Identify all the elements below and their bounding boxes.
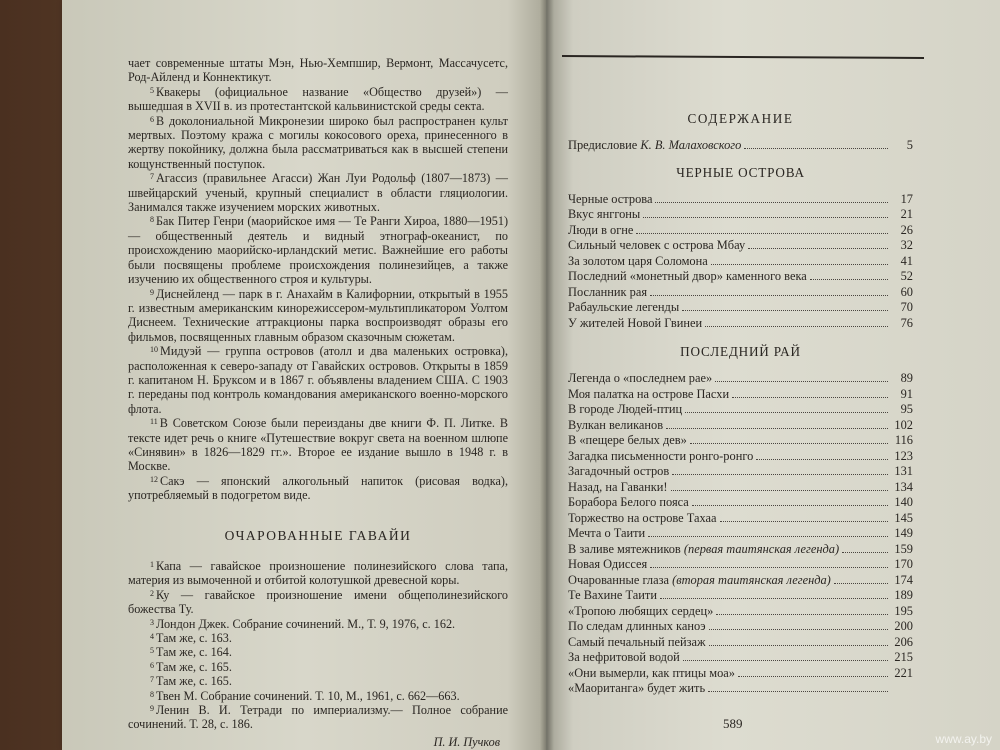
toc-row <box>568 402 913 418</box>
toc-entry <box>568 542 839 558</box>
toc-dots <box>643 217 888 218</box>
toc-dots <box>842 552 888 553</box>
toc-dots <box>683 660 888 661</box>
toc-entry <box>568 223 633 239</box>
toc-page: 21 <box>900 207 913 221</box>
toc-row <box>568 526 913 542</box>
toc-dots <box>834 583 888 584</box>
footnote-number: 5 <box>150 646 154 656</box>
toc-dots <box>655 202 888 203</box>
toc-entry <box>568 371 712 387</box>
footnote-number: 8 <box>150 215 154 225</box>
toc-entry <box>568 433 687 449</box>
footnote <box>128 660 508 674</box>
toc-row <box>568 650 913 666</box>
toc-entry <box>568 573 831 589</box>
toc-page: 32 <box>900 238 913 252</box>
footnote-number: 11 <box>150 417 158 427</box>
toc-page: 52 <box>900 269 913 283</box>
toc-row <box>568 511 913 527</box>
toc-part-title: ПОСЛЕДНИЙ РАЙ <box>680 344 801 359</box>
toc-page: 5 <box>906 138 913 152</box>
toc-dots <box>709 629 888 630</box>
footnote <box>128 674 508 688</box>
toc-dots <box>810 279 888 280</box>
toc-dots <box>660 598 888 599</box>
toc-page: 41 <box>900 253 913 268</box>
toc-entry <box>568 480 668 496</box>
toc-page: 102 <box>894 417 913 432</box>
toc-entry <box>568 418 663 434</box>
toc-row <box>568 269 913 285</box>
toc-page: 60 <box>900 284 913 299</box>
toc-row <box>568 238 913 254</box>
footnote-text: Лондон Джек. Собрание сочинений. М., Т. 9, 1976, с. 162. <box>156 616 456 631</box>
toc-page: 159 <box>894 541 913 556</box>
toc-page: 89 <box>900 371 913 385</box>
toc-entry <box>568 238 745 254</box>
toc-entry-label: Назад, на Гаванки! <box>568 479 668 494</box>
footnote-number: 7 <box>150 172 154 182</box>
toc-row <box>568 464 913 480</box>
toc-entry-label: Последний «монетный двор» каменного века <box>568 269 807 283</box>
toc-dots <box>682 310 888 311</box>
section-title: ОЧАРОВАННЫЕ ГАВАЙИ <box>224 527 412 543</box>
footnote <box>128 85 508 114</box>
toc-row <box>568 681 913 697</box>
toc-entry <box>568 254 708 270</box>
toc-row <box>568 254 913 270</box>
toc-entry-note: (вторая таитянская легенда) <box>672 572 831 587</box>
toc-entry <box>568 316 702 332</box>
toc-entry-label: Борабора Белого пояса <box>568 495 689 509</box>
toc-dots <box>709 645 888 646</box>
toc-entry-label: У жителей Новой Гвинеи <box>568 315 703 330</box>
footnote-text: Твен М. Собрание сочинений. Т. 10, М., 1961, с. 662—663. <box>156 688 460 703</box>
footnote <box>128 703 508 732</box>
toc-entry <box>568 449 753 465</box>
footnote-text: Квакеры (официальное название «Общество друзей») — вышедшая в XVII в. из протестантской кальвинистской среды секта. <box>128 84 508 114</box>
toc-dots <box>708 691 888 692</box>
toc-entry-label: Черные острова <box>568 191 653 206</box>
toc-entry <box>568 285 647 301</box>
toc-entry-label: «Маоританга» будет жить <box>568 681 706 695</box>
footnote <box>128 416 508 474</box>
footnote-number: 10 <box>150 345 158 355</box>
footnote-number: 9 <box>150 704 154 714</box>
toc-entry-label: Самый печальный пейзаж <box>568 634 706 649</box>
footnote-number: 9 <box>150 287 154 297</box>
toc-entry <box>568 511 717 527</box>
footnote-number: 12 <box>150 474 158 484</box>
toc-dots <box>666 428 888 429</box>
toc-entry-note: (первая таитянская легенда) <box>683 541 840 556</box>
toc-entry-label: По следам длинных каноэ <box>568 619 706 633</box>
toc-title: СОДЕРЖАНИЕ <box>687 111 794 126</box>
toc-page: 95 <box>900 402 913 416</box>
footnote-text: Там же, с. 164. <box>156 645 232 660</box>
toc-dots <box>636 233 888 234</box>
toc-entry <box>568 635 706 651</box>
toc-page: 170 <box>894 557 913 571</box>
footnote <box>128 344 508 416</box>
toc-entry <box>568 207 640 223</box>
toc-dots <box>738 676 888 677</box>
toc-entry <box>568 619 706 635</box>
footnote-number: 6 <box>150 114 154 124</box>
table-of-contents <box>568 108 913 697</box>
toc-entry <box>568 588 657 604</box>
toc-dots <box>720 521 888 522</box>
footnote <box>128 617 508 631</box>
toc-entry <box>568 269 807 285</box>
toc-row <box>568 604 913 620</box>
toc-entry <box>568 666 735 682</box>
toc-page: 174 <box>894 572 913 587</box>
toc-entry <box>568 526 645 542</box>
toc-dots <box>711 264 888 265</box>
footnote-text: Агассиз (правильнее Агасси) Жан Луи Родольф (1807—1873) — швейцарский ученый, крупный специалист в области гляциологии. Занимался также изучением морских животных. <box>128 171 508 215</box>
toc-preface: Предисловие К. В. Малаховского <box>568 138 742 152</box>
toc-page: 149 <box>894 526 913 540</box>
toc-dots <box>716 614 888 615</box>
notes-list-previous <box>128 56 508 503</box>
toc-entry <box>568 681 705 697</box>
toc-page: 134 <box>894 479 913 494</box>
toc-page: 70 <box>900 300 913 314</box>
toc-dots <box>690 443 888 444</box>
toc-entry-label: За нефритовой водой <box>568 650 680 664</box>
toc-entry-label: Загадочный остров <box>568 464 670 478</box>
toc-part1-list <box>568 192 913 332</box>
toc-entry-label: В «пещере белых дев» <box>568 433 687 447</box>
toc-entry-label: Вулкан великанов <box>568 417 664 432</box>
toc-row <box>568 495 913 511</box>
footnote-number: 6 <box>150 660 154 670</box>
toc-row <box>568 285 913 301</box>
footnote-text: Сакэ — японский алкогольный напиток (рисовая водка), употребляемый в подогретом виде. <box>128 473 508 503</box>
toc-row <box>568 418 913 434</box>
toc-entry-label: Те Вахине Таити <box>568 588 657 602</box>
toc-page: 116 <box>894 433 913 447</box>
footnote <box>128 171 508 214</box>
footnote <box>128 56 508 85</box>
footnote-text: Бак Питер Генри (маорийское имя — Те Ранги Хироа, 1880—1951) — общественный деятель и видный этнограф-океанист, по происхождению маорийско-ирландский метис. Важнейшие его работы были посвящены проблеме происхождения полинезийцев, а также изучению их общественного строя и культуры. <box>128 214 508 287</box>
toc-page: 215 <box>894 650 913 664</box>
footnote-number: 8 <box>150 689 154 699</box>
footnote-text: Ленин В. И. Тетради по империализму.— Полное собрание сочинений. Т. 28, с. 186. <box>128 703 508 732</box>
toc-dots <box>705 326 888 327</box>
footnote-number: 5 <box>150 85 154 95</box>
toc-row <box>568 300 913 316</box>
footnote-text: Ку — гавайское произношение имени общеполинезийского божества Ту. <box>128 587 508 617</box>
toc-row <box>568 223 913 239</box>
toc-entry <box>568 300 679 316</box>
toc-dots <box>672 474 888 475</box>
toc-page: 140 <box>894 495 913 509</box>
toc-row <box>568 588 913 604</box>
toc-dots <box>715 381 888 382</box>
footnote-number: 1 <box>150 560 154 569</box>
toc-page: 200 <box>894 619 913 633</box>
toc-row <box>568 433 913 449</box>
toc-page: 145 <box>894 510 913 525</box>
toc-entry <box>568 604 713 620</box>
toc-entry-label: В городе Людей-птиц <box>568 402 683 416</box>
footnote-number: 4 <box>150 632 154 642</box>
toc-entry-label: Сильный человек с острова Мбау <box>568 238 746 252</box>
toc-part-title: ЧЕРНЫЕ ОСТРОВА <box>676 164 805 180</box>
footnote-text: Капа — гавайское произношение полинезийского слова тапа, материя из вымоченной и отбитой колотушкой древесной коры. <box>128 559 508 588</box>
toc-entry-label: За золотом царя Соломона <box>568 253 708 268</box>
toc-part2-list <box>568 371 913 697</box>
toc-page: 26 <box>900 222 913 237</box>
toc-page: 221 <box>894 665 913 680</box>
footnote <box>128 588 508 617</box>
footnote-text: В доколониальной Микронезии широко был распространен культ мертвых. Поэтому кража с могилы кокосового ореха, принесенного в жертву покойнику, должна была рассматриваться как в высшей степени кощунственный поступок. <box>128 113 508 171</box>
toc-entry <box>568 557 647 573</box>
toc-page: 131 <box>894 464 913 478</box>
footnote-text: Там же, с. 165. <box>156 659 232 674</box>
toc-entry <box>568 495 689 511</box>
toc-entry-label: Торжество на острове Тахаа <box>568 510 717 525</box>
footnote <box>128 214 508 286</box>
toc-page: 91 <box>900 386 913 401</box>
toc-entry-label: Легенда о «последнем рае» <box>568 371 713 385</box>
toc-dots <box>744 148 888 149</box>
toc-dots <box>685 412 888 413</box>
toc-dots <box>648 536 888 537</box>
toc-row <box>568 480 913 496</box>
toc-dots <box>732 397 888 398</box>
toc-row <box>568 635 913 651</box>
toc-row <box>568 387 913 403</box>
toc-entry-label: Вкус янггоны <box>568 207 641 221</box>
toc-page: 195 <box>894 603 913 618</box>
toc-entry <box>568 192 652 208</box>
page-number: 589 <box>723 716 743 731</box>
footnote-text: чает современные штаты Мэн, Нью-Хемпшир, Вермонт, Массачусетс, Род-Айленд и Коннектикут. <box>128 56 508 85</box>
footnote <box>128 645 508 659</box>
footnote-text: Там же, с. 163. <box>156 631 232 646</box>
toc-entry-label: Рабаульские легенды <box>568 300 680 314</box>
footnote-number: 3 <box>150 617 154 627</box>
toc-row <box>568 542 913 558</box>
toc-page: 189 <box>894 588 913 602</box>
toc-row-preface <box>568 138 913 154</box>
toc-row <box>568 207 913 223</box>
toc-dots <box>692 505 888 506</box>
footnote <box>128 559 508 588</box>
toc-entry-label: Моя палатка на острове Пасхи <box>568 386 730 401</box>
book-spine <box>540 0 554 750</box>
toc-entry-label: Посланник рая <box>568 284 648 299</box>
footnote <box>128 631 508 645</box>
toc-dots <box>671 490 888 491</box>
toc-row <box>568 192 913 208</box>
footnote-text: Диснейленд — парк в г. Анахайм в Калифорнии, открытый в 1955 г. известным американским кинорежиссером-мультипликатором Уолтом Диснеем. Технические аттракционы парка воспроизводят образы его фильмов, посвященных главным образом сказочным сюжетам. <box>128 286 508 344</box>
toc-dots <box>748 248 888 249</box>
left-page-text <box>128 56 508 749</box>
toc-entry-label: Новая Одиссея <box>568 557 648 571</box>
toc-entry-label: «Тропою любящих сердец» <box>568 603 714 618</box>
toc-entry <box>568 402 682 418</box>
toc-row <box>568 557 913 573</box>
watermark: www.ay.by <box>935 732 992 746</box>
footnote-text: Там же, с. 165. <box>156 674 232 689</box>
toc-page: 76 <box>900 315 913 330</box>
footnote-text: В Советском Союзе были переизданы две книги Ф. П. Литке. В тексте идет речь о книге «Путешествие вокруг света на военном шлюпе «Синявин» в 1826—1829 гг.». Второе ее издание вышло в 1948 г. в Москве. <box>128 416 508 474</box>
footnote <box>128 114 508 172</box>
toc-entry-label: Люди в огне <box>568 222 634 237</box>
toc-page: 206 <box>894 634 913 649</box>
toc-entry-label: В заливе мятежников <box>568 541 681 556</box>
toc-dots <box>650 295 888 296</box>
toc-entry-label: Мечта о Таити <box>568 526 646 540</box>
toc-row <box>568 316 913 332</box>
toc-dots <box>650 567 888 568</box>
toc-entry <box>568 464 669 480</box>
toc-entry-label: Очарованные глаза <box>568 572 669 587</box>
toc-dots <box>756 459 888 460</box>
author-signature: П. И. Пучков <box>433 734 500 749</box>
footnote-number: 2 <box>150 588 154 598</box>
toc-entry <box>568 387 729 403</box>
notes-list-section <box>128 559 508 732</box>
toc-row <box>568 619 913 635</box>
footnote <box>128 287 508 345</box>
toc-page: 123 <box>894 448 913 463</box>
toc-row <box>568 573 913 589</box>
footnote-number: 7 <box>150 675 154 685</box>
toc-entry <box>568 650 680 666</box>
toc-entry-label: Загадка письменности ронго-ронго <box>568 448 754 463</box>
toc-page: 17 <box>900 191 913 206</box>
toc-row <box>568 666 913 682</box>
footnote <box>128 474 508 503</box>
toc-row <box>568 371 913 387</box>
toc-row <box>568 449 913 465</box>
footnote <box>128 689 508 703</box>
footnote-text: Мидуэй — группа островов (атолл и два маленьких островка), расположенная к северо-западу от Гавайских островов. Открыты в 1859 г. капитаном Н. Бруксом и в 1867 г. объявлены владением США. С 1903 г. переданы под контроль командования американского военно-морского флота. <box>128 344 508 416</box>
toc-entry-label: «Они вымерли, как птицы моа» <box>568 665 735 680</box>
